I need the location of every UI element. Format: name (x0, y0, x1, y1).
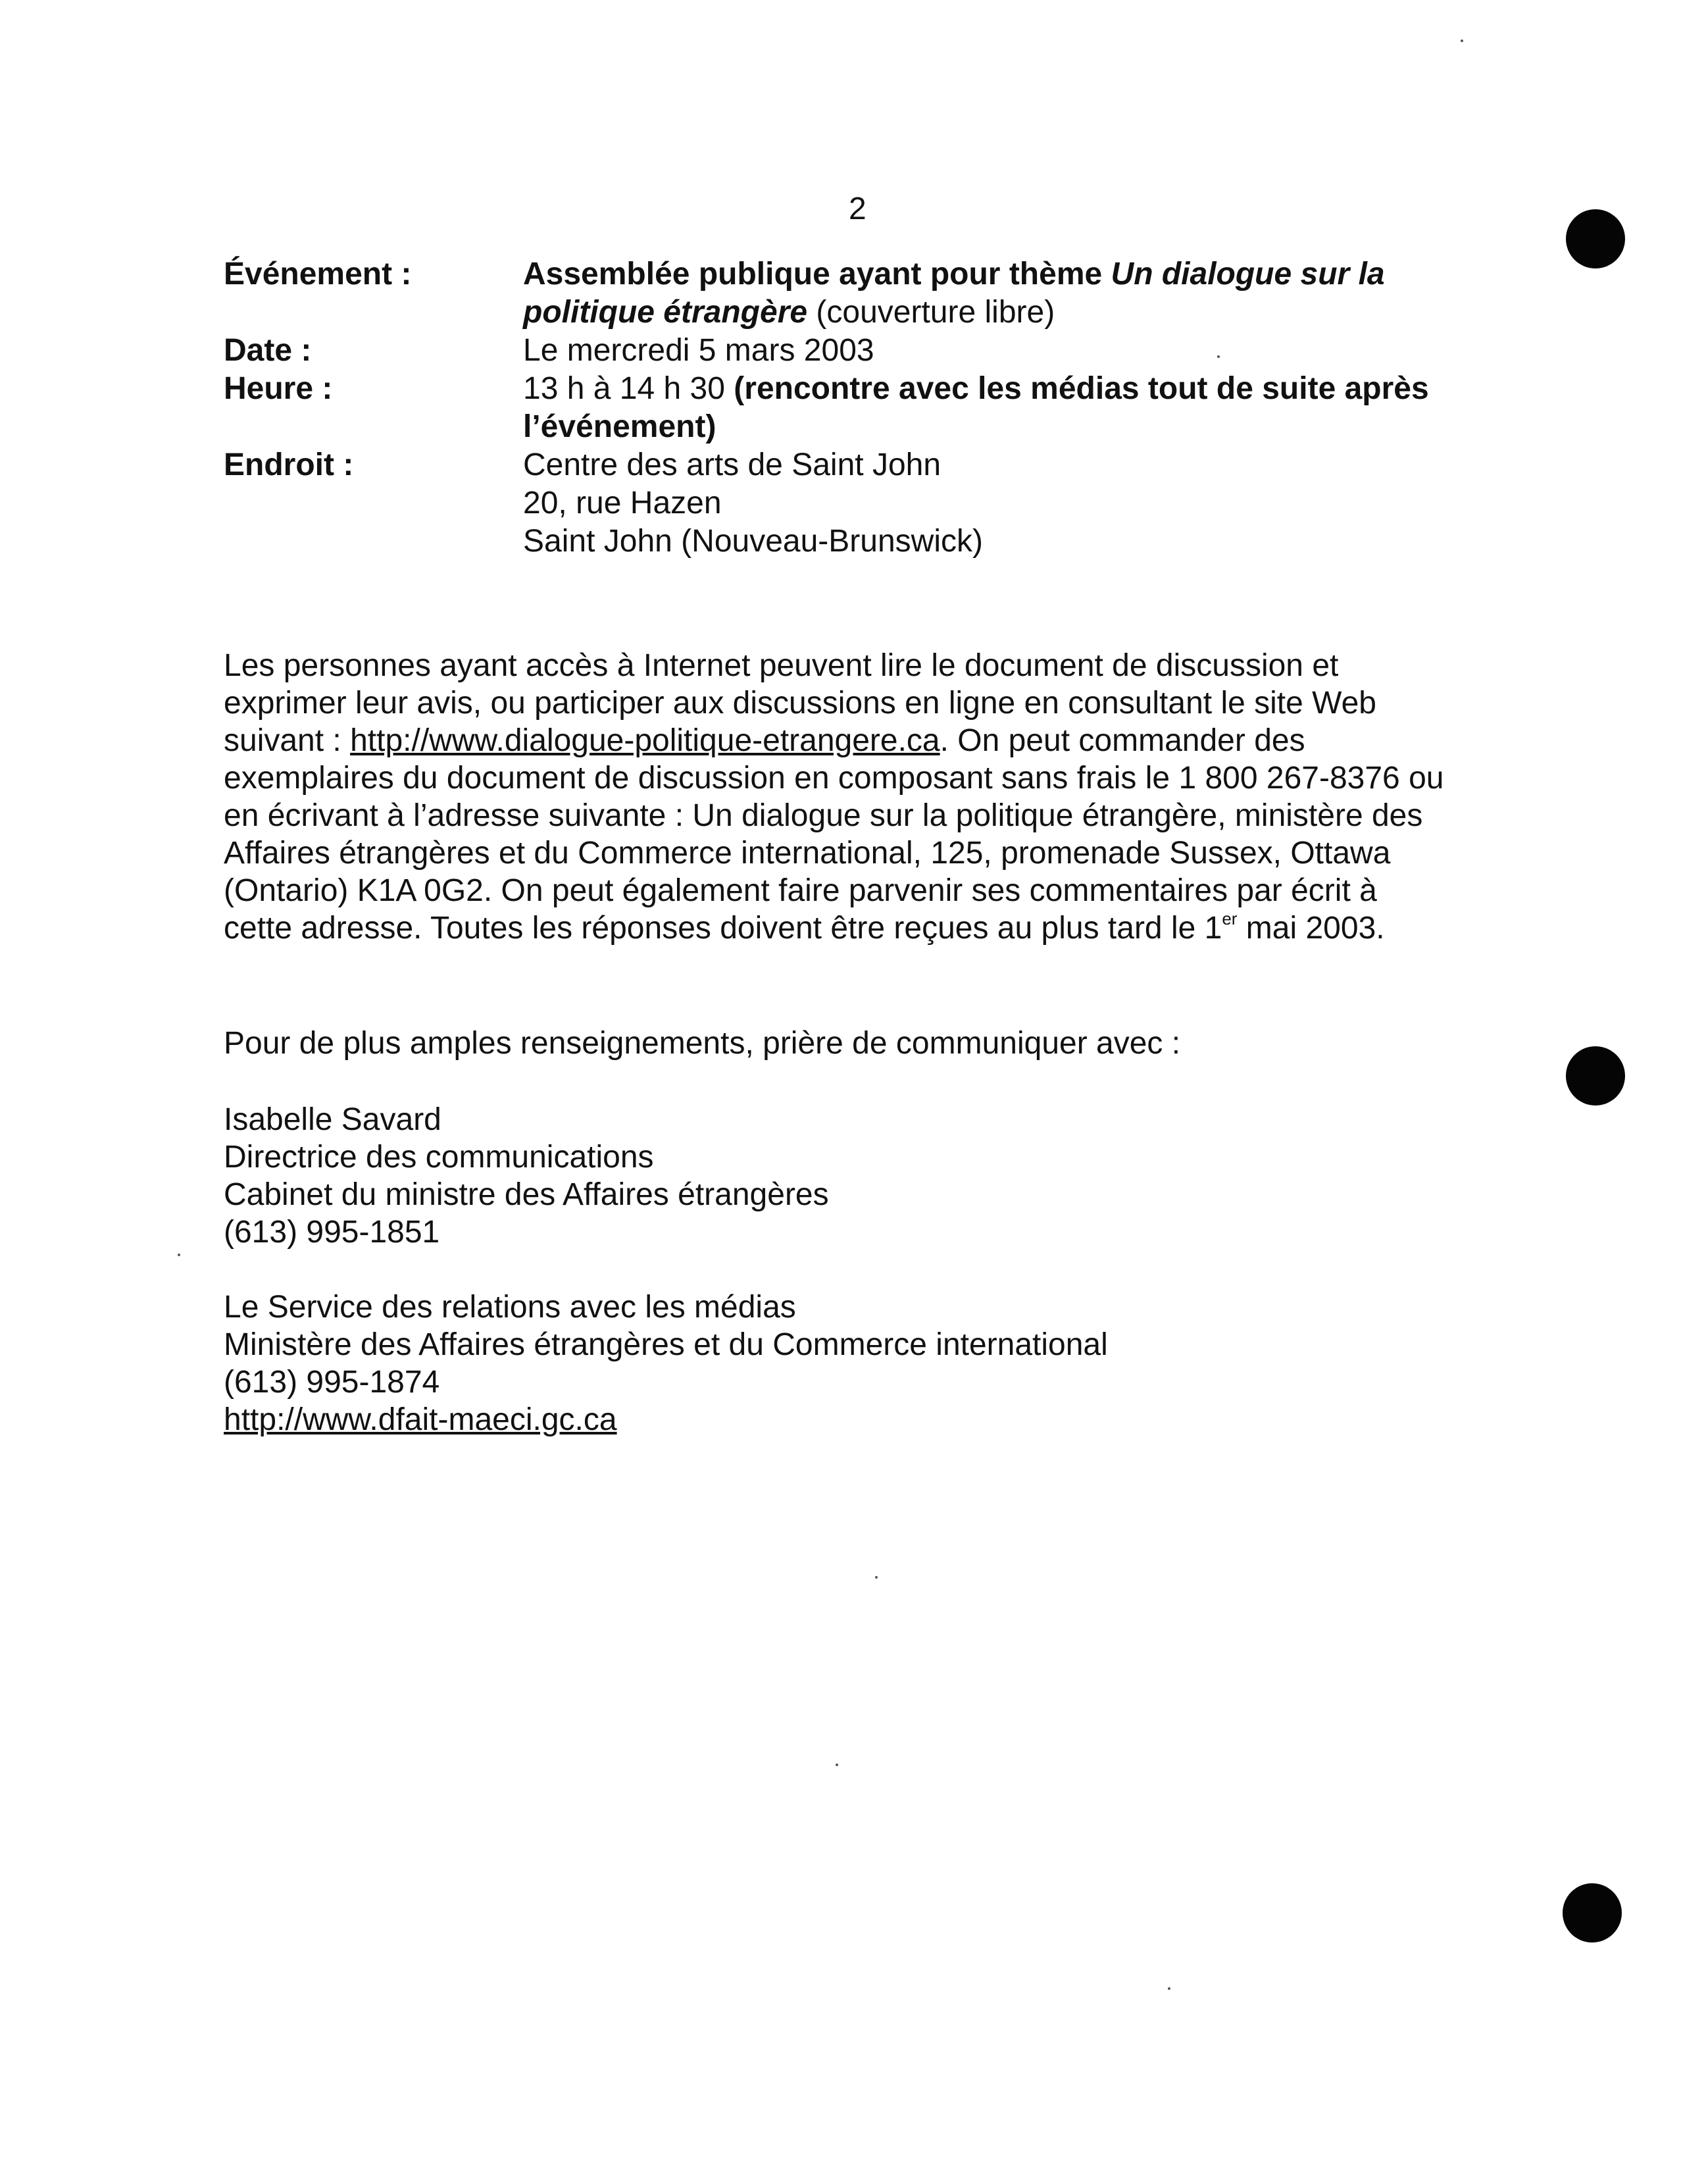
date-label: Date : (224, 333, 312, 368)
event-label: Événement : (224, 257, 412, 292)
media-phone: (613) 995-1874 (224, 1365, 440, 1400)
page-number: 2 (849, 191, 866, 226)
punch-hole-middle (1566, 1046, 1625, 1105)
para-line-1: Les personnes ayant accès à Internet peuvent lire le document de discussion et (224, 648, 1339, 683)
media-service: Le Service des relations avec les médias (224, 1290, 796, 1325)
event-row (224, 255, 1533, 332)
place-label: Endroit : (224, 447, 354, 482)
scan-speck (875, 1576, 878, 1579)
contact-intro: Pour de plus amples renseignements, prière de communiquer avec : (224, 1026, 1181, 1061)
event-title-italic-2: politique étrangère (523, 295, 808, 330)
contact-office: Cabinet du ministre des Affaires étrangères (224, 1177, 829, 1212)
para-line-8-prefix: cette adresse. Toutes les réponses doivent être reçues au plus tard le 1 (224, 911, 1222, 946)
time-media-note-2: l’événement) (523, 409, 716, 444)
scan-speck (1461, 39, 1463, 42)
scan-speck (1168, 1987, 1170, 1990)
place-value (523, 446, 1533, 561)
time-label: Heure : (224, 371, 333, 406)
media-ministry: Ministère des Affaires étrangères et du Commerce international (224, 1327, 1108, 1362)
event-title-bold: Assemblée publique ayant pour thème (523, 257, 1111, 292)
place-line-2: 20, rue Hazen (523, 486, 722, 521)
event-title-italic-1: Un dialogue sur la (1111, 257, 1385, 292)
internet-paragraph (224, 647, 1533, 947)
event-value-line-1 (523, 255, 1533, 293)
event-value-line-2 (523, 293, 1533, 332)
para-line-2: exprimer leur avis, ou participer aux discussions en ligne en consultant le site Web (224, 686, 1376, 721)
time-range: 13 h à 14 h 30 (523, 371, 734, 406)
dfait-website-link[interactable]: http://www.dfait-maeci.gc.ca (224, 1402, 617, 1437)
para-line-4: exemplaires du document de discussion en composant sans frais le 1 800 267-8376 ou (224, 761, 1444, 796)
para-line-7: (Ontario) K1A 0G2. On peut également faire parvenir ses commentaires par écrit à (224, 873, 1377, 908)
contact-name: Isabelle Savard (224, 1102, 441, 1137)
para-line-3 (224, 722, 1533, 759)
contact-block-media (224, 1288, 1408, 1438)
scan-speck (836, 1764, 838, 1766)
event-coverage-note: (couverture libre) (807, 295, 1055, 330)
para-line-6: Affaires étrangères et du Commerce international, 125, promenade Sussex, Ottawa (224, 836, 1391, 871)
ordinal-superscript: er (1222, 909, 1238, 928)
event-value (523, 255, 1533, 332)
scan-speck (178, 1254, 180, 1256)
date-row (224, 332, 1533, 370)
media-url-line (224, 1401, 1408, 1438)
place-line-3: Saint John (Nouveau-Brunswick) (523, 524, 983, 559)
para-line-3-suffix: . On peut commander des (940, 723, 1305, 758)
punch-hole-bottom (1563, 1883, 1622, 1943)
dialogue-website-link[interactable]: http://www.dialogue-politique-etrangere.ca (350, 723, 940, 758)
place-row (224, 446, 1533, 561)
time-value-line-1 (523, 370, 1533, 408)
para-line-3-prefix: suivant : (224, 723, 351, 758)
para-line-8-suffix: mai 2003. (1237, 911, 1385, 946)
para-line-5: en écrivant à l’adresse suivante : Un dialogue sur la politique étrangère, ministère des (224, 798, 1423, 833)
event-details (224, 255, 1533, 561)
time-row (224, 370, 1533, 446)
contact-block-savard (224, 1101, 1408, 1251)
para-line-8 (224, 909, 1533, 947)
place-line-1: Centre des arts de Saint John (523, 447, 941, 482)
contact-title: Directrice des communications (224, 1140, 654, 1175)
contact-phone: (613) 995-1851 (224, 1215, 440, 1250)
time-value (523, 370, 1533, 446)
date-value: Le mercredi 5 mars 2003 (523, 333, 874, 368)
time-media-note-1: (rencontre avec les médias tout de suite après (734, 371, 1429, 406)
punch-hole-top (1566, 209, 1625, 268)
